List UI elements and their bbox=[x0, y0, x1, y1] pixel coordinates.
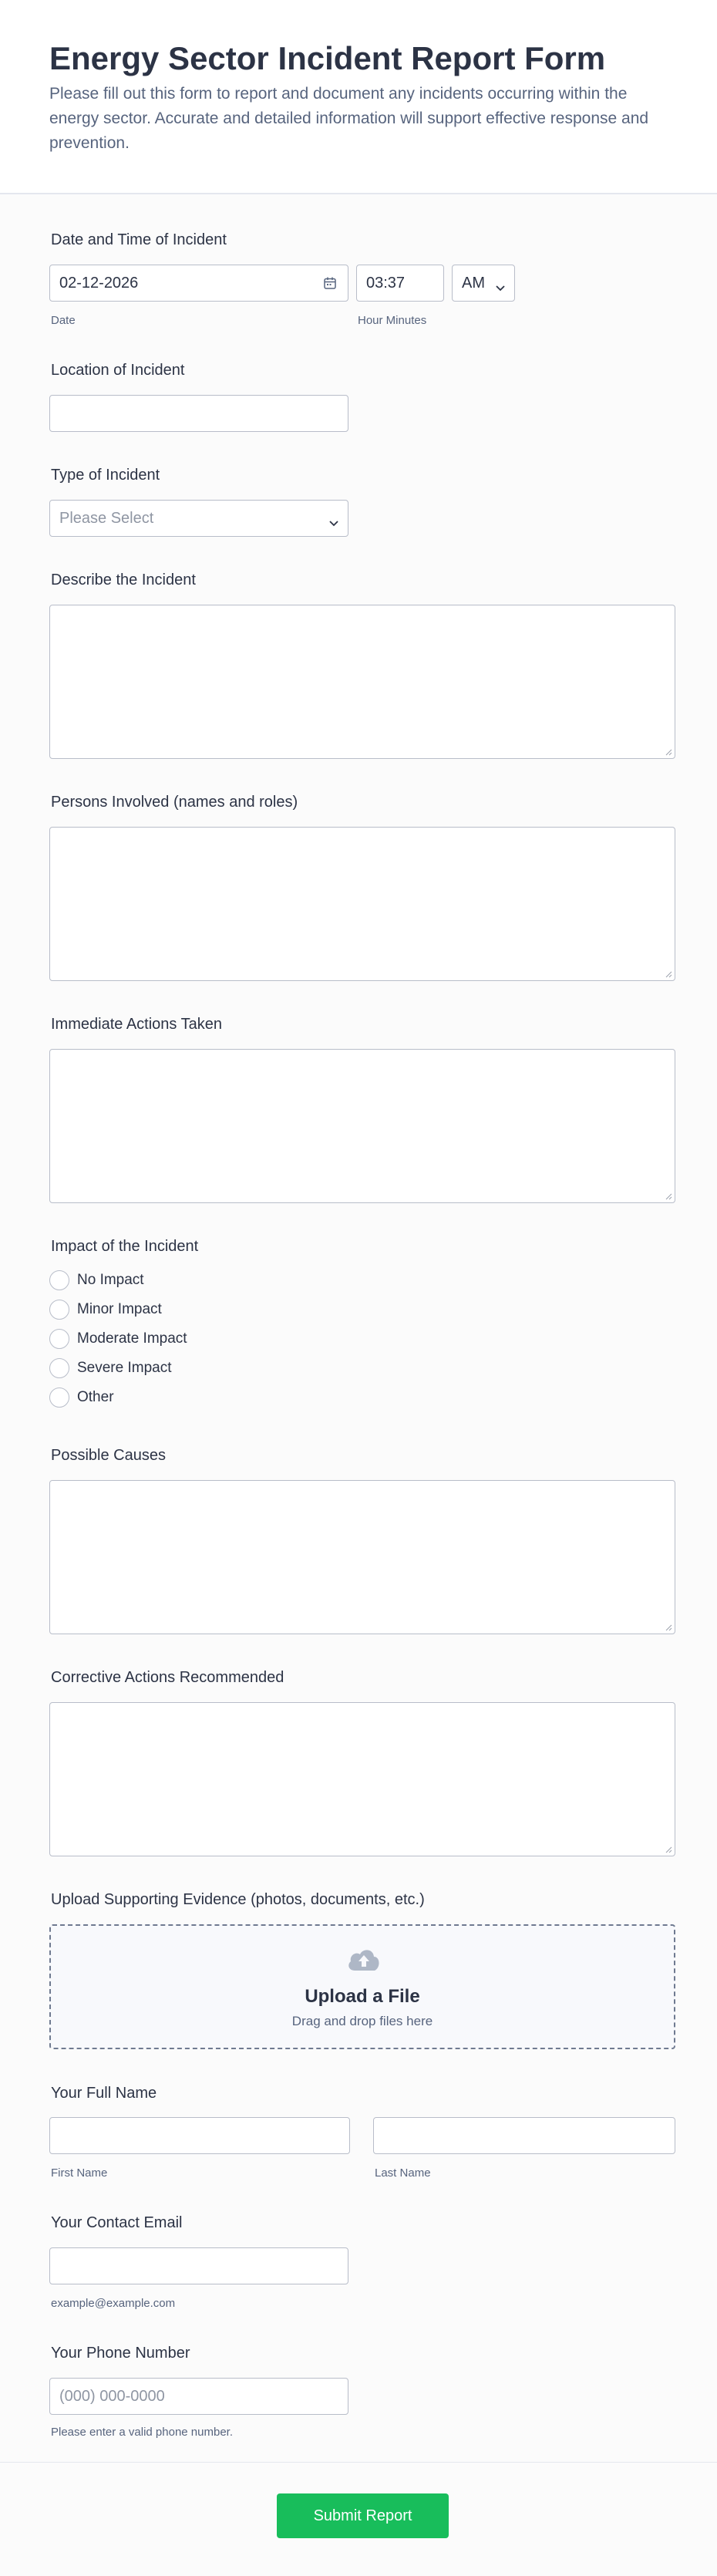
describe-label: Describe the Incident bbox=[51, 572, 196, 588]
first-name-sublabel: First Name bbox=[51, 2166, 108, 2180]
actions-label: Immediate Actions Taken bbox=[51, 1016, 222, 1033]
location-label: Location of Incident bbox=[51, 362, 185, 379]
impact-radio-group bbox=[49, 1266, 187, 1412]
email-input[interactable] bbox=[49, 2247, 348, 2284]
resize-handle-icon[interactable] bbox=[665, 1846, 672, 1853]
phone-label: Your Phone Number bbox=[51, 2345, 190, 2362]
phone-input[interactable] bbox=[49, 2378, 348, 2415]
upload-hint: Drag and drop files here bbox=[291, 2014, 433, 2028]
resize-handle-icon[interactable] bbox=[665, 748, 672, 756]
last-name-sublabel: Last Name bbox=[375, 2166, 431, 2180]
upload-title: Upload a File bbox=[305, 1986, 420, 2007]
form-title: Energy Sector Incident Report Form bbox=[49, 40, 606, 76]
first-name-input[interactable] bbox=[49, 2117, 350, 2154]
form-subtitle: Please fill out this form to report and document any incidents occurring within the energy sector. Accurate and detailed information will support effective response and prevention. bbox=[49, 85, 649, 152]
radio-label: No Impact bbox=[77, 1272, 144, 1288]
upload-label: Upload Supporting Evidence (photos, documents, etc.) bbox=[51, 1891, 425, 1908]
ampm-value: AM bbox=[462, 274, 485, 292]
footer-divider bbox=[0, 2462, 717, 2463]
email-label: Your Contact Email bbox=[51, 2214, 183, 2231]
resize-handle-icon[interactable] bbox=[665, 1623, 672, 1631]
persons-label: Persons Involved (names and roles) bbox=[51, 794, 298, 811]
radio-option-no-impact[interactable] bbox=[49, 1266, 187, 1295]
resize-handle-icon[interactable] bbox=[665, 1192, 672, 1200]
ampm-select[interactable] bbox=[452, 265, 515, 302]
corrective-textarea[interactable] bbox=[49, 1702, 675, 1856]
cloud-upload-icon bbox=[345, 1944, 382, 1975]
radio-option-other[interactable] bbox=[49, 1383, 187, 1412]
time-input[interactable] bbox=[356, 265, 444, 302]
phone-sublabel: Please enter a valid phone number. bbox=[51, 2426, 233, 2439]
radio-label: Other bbox=[77, 1389, 114, 1405]
causes-textarea[interactable] bbox=[49, 1480, 675, 1634]
name-label: Your Full Name bbox=[51, 2085, 157, 2102]
last-name-input[interactable] bbox=[373, 2117, 675, 2154]
radio-label: Severe Impact bbox=[77, 1360, 172, 1376]
type-placeholder: Please Select bbox=[59, 509, 154, 527]
describe-textarea[interactable] bbox=[49, 605, 675, 759]
time-value: 03:37 bbox=[366, 274, 406, 292]
time-sublabel: Hour Minutes bbox=[358, 314, 427, 327]
form-header bbox=[0, 0, 717, 194]
submit-button[interactable]: Submit Report bbox=[277, 2493, 449, 2538]
radio-button[interactable] bbox=[49, 1270, 69, 1290]
chevron-down-icon bbox=[496, 279, 505, 297]
impact-label: Impact of the Incident bbox=[51, 1238, 199, 1255]
radio-label: Minor Impact bbox=[77, 1301, 162, 1317]
persons-textarea[interactable] bbox=[49, 827, 675, 981]
radio-option-moderate-impact[interactable] bbox=[49, 1324, 187, 1354]
type-label: Type of Incident bbox=[51, 467, 160, 484]
phone-placeholder: (000) 000-0000 bbox=[59, 2387, 165, 2405]
radio-button[interactable] bbox=[49, 1329, 69, 1349]
upload-dropzone[interactable] bbox=[49, 1924, 675, 2049]
chevron-down-icon bbox=[329, 514, 338, 532]
radio-option-severe-impact[interactable] bbox=[49, 1354, 187, 1383]
date-sublabel: Date bbox=[51, 314, 76, 327]
radio-label: Moderate Impact bbox=[77, 1330, 187, 1347]
calendar-icon[interactable] bbox=[323, 276, 337, 290]
email-sublabel: example@example.com bbox=[51, 2297, 176, 2310]
radio-button[interactable] bbox=[49, 1300, 69, 1320]
location-input[interactable] bbox=[49, 395, 348, 432]
radio-option-minor-impact[interactable] bbox=[49, 1295, 187, 1324]
causes-label: Possible Causes bbox=[51, 1447, 166, 1464]
date-value: 02-12-2026 bbox=[59, 274, 139, 292]
date-input[interactable] bbox=[49, 265, 348, 302]
actions-textarea[interactable] bbox=[49, 1049, 675, 1203]
datetime-label: Date and Time of Incident bbox=[51, 231, 227, 248]
radio-button[interactable] bbox=[49, 1387, 69, 1408]
radio-button[interactable] bbox=[49, 1358, 69, 1378]
incident-type-select[interactable] bbox=[49, 500, 348, 537]
resize-handle-icon[interactable] bbox=[665, 970, 672, 978]
corrective-label: Corrective Actions Recommended bbox=[51, 1669, 284, 1686]
